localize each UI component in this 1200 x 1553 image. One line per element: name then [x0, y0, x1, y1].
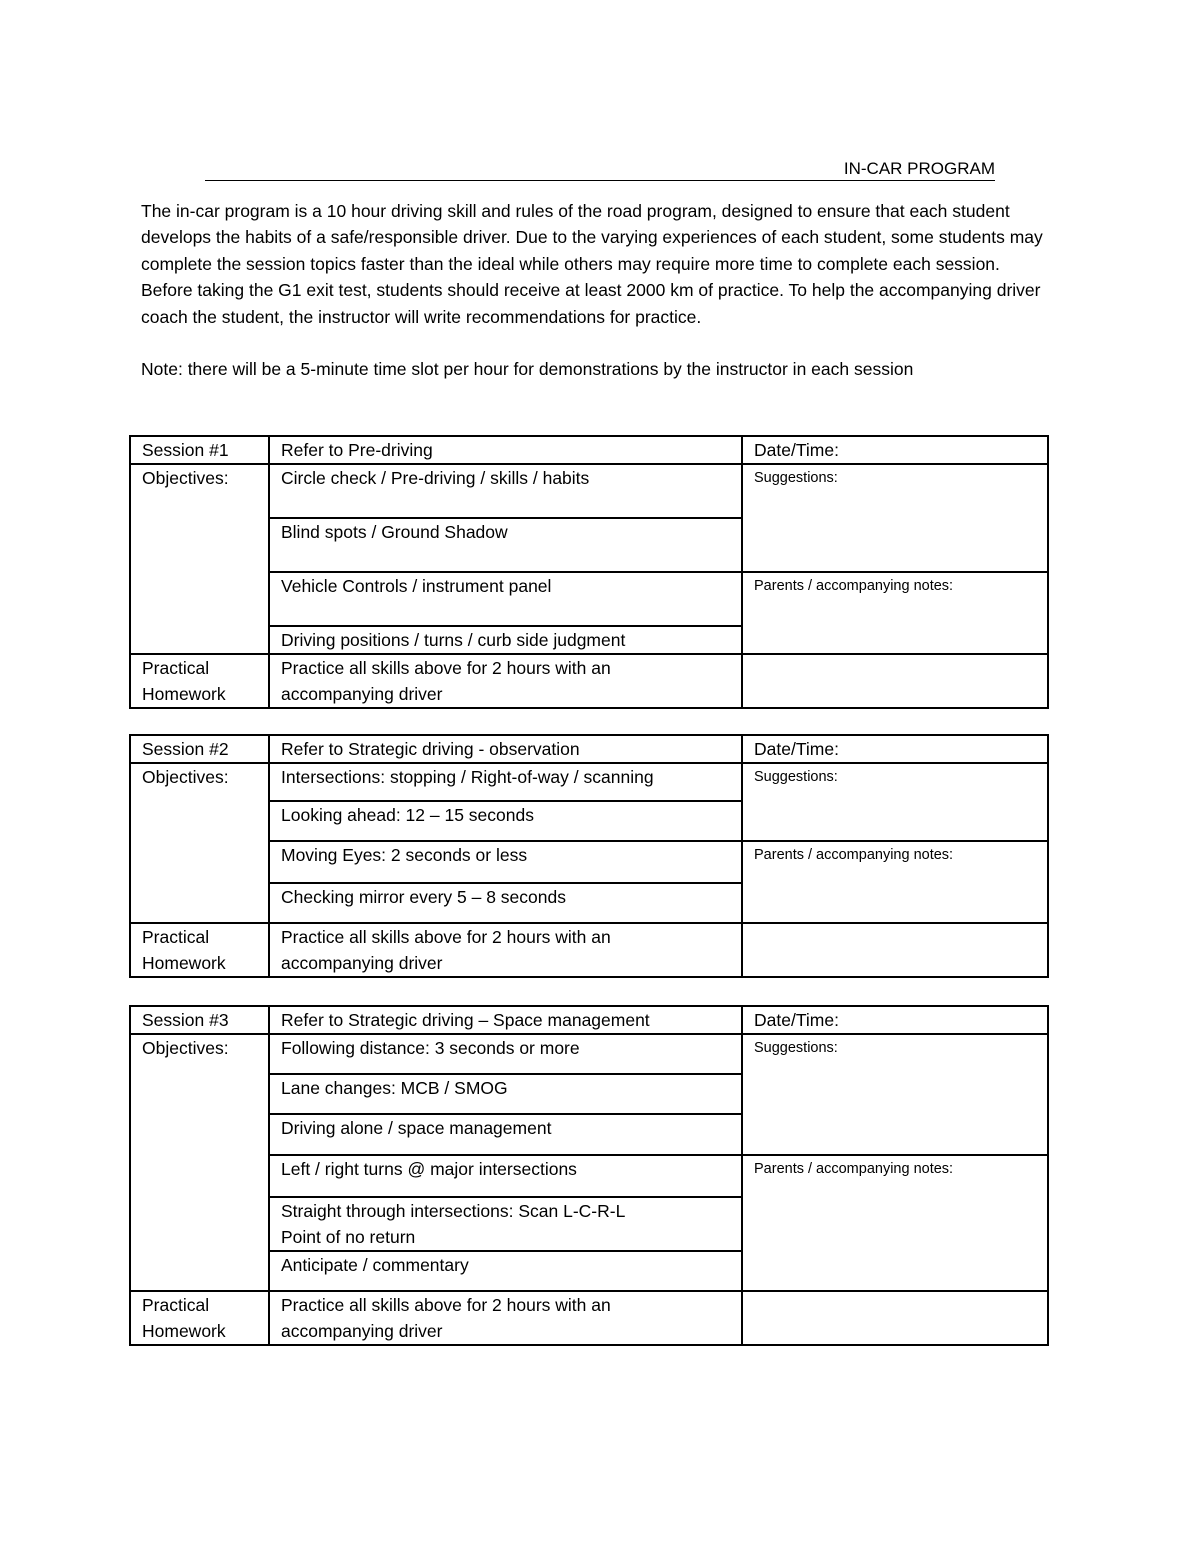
parents-notes-label: Parents / accompanying notes: — [742, 572, 1048, 654]
objective-item: Following distance: 3 seconds or more — [269, 1034, 742, 1074]
page-header — [205, 159, 995, 181]
session-number: Session #3 — [130, 1006, 269, 1034]
objective-item: Circle check / Pre-driving / skills / habits — [269, 464, 742, 518]
objective-item: Lane changes: MCB / SMOG — [269, 1074, 742, 1114]
date-time-label: Date/Time: — [742, 1006, 1048, 1034]
objective-item: Vehicle Controls / instrument panel — [269, 572, 742, 626]
practical-homework-label: Practical Homework — [130, 923, 269, 977]
suggestions-label: Suggestions: — [742, 763, 1048, 841]
homework-notes-cell[interactable] — [742, 654, 1048, 708]
session-reference: Refer to Strategic driving – Space management — [269, 1006, 742, 1034]
intro-paragraph-1: The in-car program is a 10 hour driving skill and rules of the road program, designed to ensure that each student develops the habits of a safe/responsible driver. Due to the varying experiences of each student, some students may complete the session topics faster than the ideal while others may require more time to complete each session. — [141, 201, 1043, 274]
objective-item: Anticipate / commentary — [269, 1251, 742, 1291]
homework-instructions: Practice all skills above for 2 hours with an accompanying driver — [269, 654, 742, 708]
objective-item: Driving positions / turns / curb side judgment — [269, 626, 742, 654]
intro-text — [141, 198, 1071, 382]
session-2-table — [129, 734, 1049, 978]
practical-homework-label: Practical Homework — [130, 1291, 269, 1345]
objectives-label: Objectives: — [130, 464, 269, 654]
session-reference: Refer to Pre-driving — [269, 436, 742, 464]
suggestions-label: Suggestions: — [742, 1034, 1048, 1155]
homework-notes-cell[interactable] — [742, 923, 1048, 977]
suggestions-label: Suggestions: — [742, 464, 1048, 572]
page-title: IN-CAR PROGRAM — [843, 159, 995, 178]
objective-item: Moving Eyes: 2 seconds or less — [269, 841, 742, 883]
objective-item: Looking ahead: 12 – 15 seconds — [269, 801, 742, 841]
objective-item: Intersections: stopping / Right-of-way / scanning — [269, 763, 742, 801]
objectives-label: Objectives: — [130, 763, 269, 923]
homework-notes-cell[interactable] — [742, 1291, 1048, 1345]
objective-item: Checking mirror every 5 – 8 seconds — [269, 883, 742, 923]
parents-notes-label: Parents / accompanying notes: — [742, 1155, 1048, 1291]
intro-paragraph-2: Before taking the G1 exit test, students should receive at least 2000 km of practice. To help the accompanying driver coach the student, the instructor will write recommendations for practice. — [141, 280, 1041, 327]
objective-item: Left / right turns @ major intersections — [269, 1155, 742, 1197]
intro-note: Note: there will be a 5-minute time slot per hour for demonstrations by the instructor in each session — [141, 359, 914, 380]
parents-notes-label: Parents / accompanying notes: — [742, 841, 1048, 923]
session-1-table — [129, 435, 1049, 709]
date-time-label: Date/Time: — [742, 735, 1048, 763]
homework-instructions: Practice all skills above for 2 hours with an accompanying driver — [269, 1291, 742, 1345]
homework-instructions: Practice all skills above for 2 hours with an accompanying driver — [269, 923, 742, 977]
session-3-table — [129, 1005, 1049, 1346]
objectives-label: Objectives: — [130, 1034, 269, 1291]
objective-item: Blind spots / Ground Shadow — [269, 518, 742, 572]
session-number: Session #1 — [130, 436, 269, 464]
session-reference: Refer to Strategic driving - observation — [269, 735, 742, 763]
objective-item: Straight through intersections: Scan L-C-R-L Point of no return — [269, 1197, 742, 1251]
practical-homework-label: Practical Homework — [130, 654, 269, 708]
date-time-label: Date/Time: — [742, 436, 1048, 464]
session-number: Session #2 — [130, 735, 269, 763]
objective-item: Driving alone / space management — [269, 1114, 742, 1155]
